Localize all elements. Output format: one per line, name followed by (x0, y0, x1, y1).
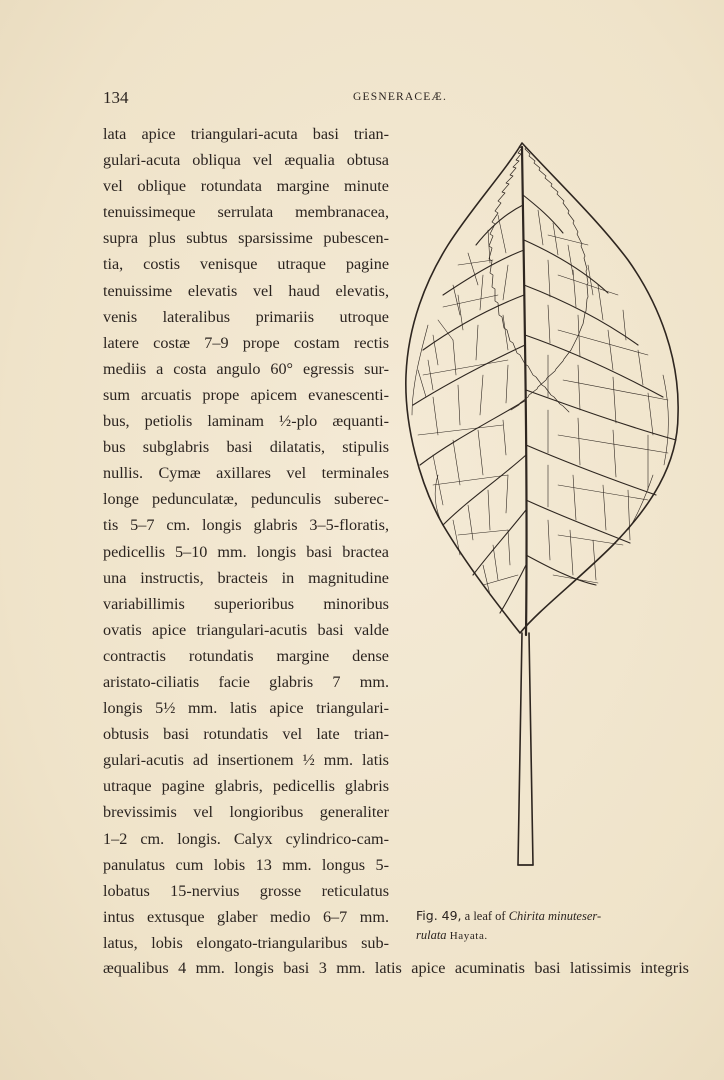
figure-caption (416, 906, 686, 946)
running-head: GESNERACEÆ. (353, 91, 448, 103)
body-text-line: longe pedunculatæ, pedunculis suberec- (103, 490, 389, 509)
leaf-petiole (518, 633, 533, 865)
leaf-blade-outline (406, 143, 678, 633)
body-text-line: variabillimis superioribus minoribus (103, 594, 389, 613)
body-text-line: supra plus subtus sparsissime pubescen- (103, 229, 389, 248)
body-text-line: bus, petiolis laminam ½-plo æquanti- (103, 412, 389, 431)
body-text-line: vel oblique rotundata margine minute (103, 177, 389, 196)
leaf-figure (398, 135, 698, 880)
leaf-midrib (522, 147, 527, 635)
body-text-line: 1–2 cm. longis. Calyx cylindrico-cam- (103, 829, 389, 848)
body-text-line: utraque pagine glabris, pedicellis glabris (103, 777, 389, 796)
body-text-line: intus extusque glaber medio 6–7 mm. (103, 907, 389, 926)
leaf-illustration (398, 135, 698, 880)
body-text-line: latere costæ 7–9 prope costam rectis (103, 333, 389, 352)
body-text-line: pedicellis 5–10 mm. longis basi bractea (103, 542, 389, 561)
body-text-line: longis 5½ mm. latis apice triangulari- (103, 699, 389, 718)
body-text-line: obtusis basi rotundatis vel late trian- (103, 725, 389, 744)
body-text-line: lobatus 15-nervius grosse reticulatus (103, 881, 389, 900)
body-text-full-width-line: æqualibus 4 mm. longis basi 3 mm. latis apice acuminatis basi latissimis integris (103, 959, 689, 977)
caption-taxon: Chirita minuteser- (508, 909, 602, 923)
page-header (103, 88, 663, 112)
body-text-line: brevissimis vel longioribus generaliter (103, 803, 389, 822)
body-text-line: mediis a costa angulo 60° egressis sur- (103, 359, 389, 378)
body-text-line: tenuissimeque serrulata membranacea, (103, 203, 389, 222)
body-text-line: una instructis, bracteis in magnitudine (103, 568, 389, 587)
body-text-line: tis 5–7 cm. longis glabris 3–5-floratis, (103, 516, 389, 535)
body-text-line: gulari-acutis ad insertionem ½ mm. latis (103, 751, 389, 770)
body-text-line: bus subglabris basi dilatatis, stipulis (103, 438, 389, 457)
caption-text: a leaf of (464, 909, 506, 923)
leaf-lateral-veins-right (523, 195, 676, 585)
leaf-margin-serration (489, 143, 569, 412)
body-text-column (103, 121, 389, 956)
body-text-line: nullis. Cymæ axillares vel terminales (103, 464, 389, 483)
body-text-line: contractis rotundatis margine dense (103, 646, 389, 665)
body-text-line: latus, lobis elongato-triangularibus sub- (103, 933, 389, 952)
body-text-line: tia, costis venisque utraque pagine (103, 255, 389, 274)
body-text-line: aristato-ciliatis facie glabris 7 mm. (103, 672, 389, 691)
caption-author: Hayata. (449, 930, 488, 942)
body-text-line: panulatus cum lobis 13 mm. longus 5- (103, 855, 389, 874)
body-text-line: lata apice triangulari-acuta basi trian- (103, 125, 389, 143)
body-text-line: tenuissime elevatis vel haud elevatis, (103, 281, 389, 300)
body-text-line: sum arcuatis prope apicem evanescenti- (103, 385, 389, 404)
caption-taxon-cont: rulata (416, 928, 447, 942)
body-text-line: gulari-acuta obliqua vel æqualia obtusa (103, 151, 389, 170)
page-number: 134 (103, 88, 129, 107)
figure-label: Fig. 49, (416, 908, 462, 923)
body-text-line: ovatis apice triangulari-acutis basi valde (103, 620, 389, 639)
body-text-line: venis lateralibus primariis utroque (103, 307, 389, 326)
